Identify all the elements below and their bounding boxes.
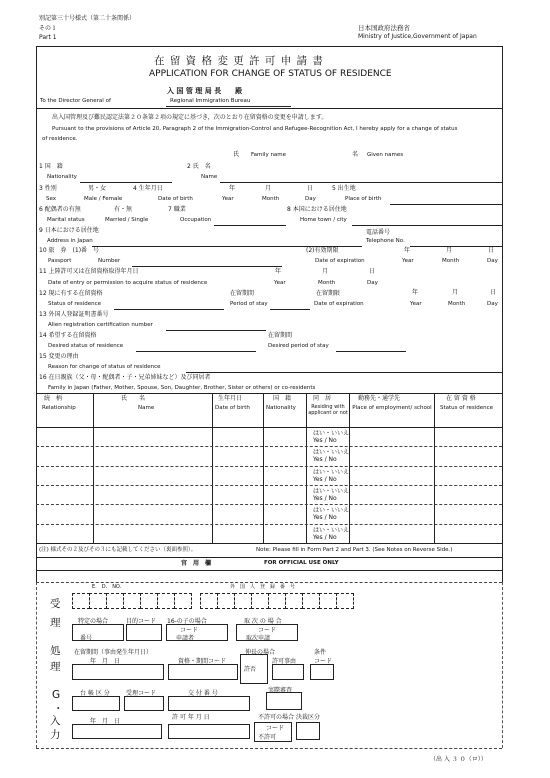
cur-year-en: Year [410,301,422,307]
given-names-jp: 名 [352,151,359,158]
extend-label: 伸長の場合 [245,649,276,656]
f8-label-en: Home town / city [300,217,347,223]
f10-2-label-en: Date of expiration [315,258,365,264]
f14-label-jp: 14 希望する在留資格 [39,332,97,339]
conditions-code-label: コード [314,658,333,665]
agent-case-label: 取 次 の 場 合 [244,618,282,625]
f3-label-en: Sex [46,196,57,202]
dob-day-en: Day [305,196,316,202]
f12-label-jp: 12 現に有する在留資格 [39,290,103,297]
th-status-jp: 在 留 資 格 [446,395,476,402]
residing-options-jp[interactable]: はい・いいえ [313,487,350,495]
denial-code-value: 不許可 [258,734,277,741]
digit-box[interactable] [302,593,320,609]
proc-date-label: 在留期間（事由発生年月日） [74,649,153,656]
applicant-label: 申請者 [176,635,195,642]
f10-label-jp: 10 旅 券 (1)番 号 [39,247,100,254]
family-row-divider [36,446,502,447]
digit-box[interactable] [285,593,303,609]
decision-box[interactable] [296,722,320,740]
th-employment-en: Place of employment/ school [352,405,432,411]
f10-label-en2: Number [98,258,121,264]
digit-box[interactable] [336,593,354,609]
exp-year-en: Year [402,258,414,264]
period-label-en: Period of stay [230,301,268,307]
exp-month-jp: 月 [446,247,453,254]
expiry-label-en: Date of expiration [314,301,364,307]
cur-day-jp: 日 [490,289,497,296]
gi-ymd-label: 年 月 日 [90,718,121,725]
permit-code-label: 許否 [244,666,257,673]
side-label-sho: 処 [50,645,61,657]
residing-options-jp[interactable]: はい・いいえ [313,430,350,437]
side-label-dot: ・ [53,703,64,715]
title-jp: 在 留 資 格 変 更 許 可 申 請 書 [154,55,324,67]
f7-label-jp: 7 職業 [168,206,186,213]
digit-box[interactable] [200,593,218,609]
entry-year-jp: 年 [275,268,282,275]
side-label-ri2: 理 [50,661,61,673]
th-dob-en: Date of birth [215,405,250,411]
permission-box[interactable] [272,664,304,680]
th-relationship-jp: 続 柄 [44,395,63,402]
given-names-en: Given names [367,152,404,158]
desired-status-field[interactable] [136,351,256,352]
to-director: To the Director General of [40,98,111,104]
name-field[interactable] [220,182,502,183]
denial-label: 不許可の場合 [258,714,295,721]
conditions-box[interactable] [310,664,334,680]
note-jp: (注) 様式その２及びその３にも記載してください（裏面参照）。 [39,547,197,553]
f1-label-jp: 1 国 籍 [39,163,63,170]
f15-label-jp: 15 変更の理由 [39,353,79,360]
code-label-1: コード [180,627,199,634]
f5-label-en: Place of birth [345,196,382,202]
ledger-label: 台 帳 区 分 [80,690,110,697]
exp-day-en: Day [487,258,498,264]
f5-label-jp: 5 出生地 [332,185,356,192]
intro-en: Pursuant to the provisions of Article 20, Paragraph 2 of the Immigration-Control and Refugee-Recognition Act, I hereby apply for a change of status [52,126,458,132]
special-case-label: 特定の場合 [78,618,109,625]
part-label: Part 1 [39,34,57,41]
f16-label-jp: 16 在日親族（父・母・配偶者・子・兄弟姉妹など）及び同居者 [39,374,211,381]
f14-period-jp: 在留期間 [268,332,293,339]
cur-year-jp: 年 [412,289,419,296]
entry-month-jp: 月 [322,268,329,275]
entry-day-en: Day [367,280,378,286]
denial-code-label: コード [266,725,285,732]
regional-bureau: Regional Immigration Bureau [170,98,251,104]
f4-label-en: Date of birth [158,196,193,202]
current-status-field[interactable] [114,309,224,310]
receipt-code-label: 受理コード [126,690,157,697]
tel-label-en: Telephone No. [366,238,405,244]
f8-label-jp: 8 本国における居住地 [287,206,347,213]
side-label-ri1: 理 [50,617,61,629]
intro-jp: 出入国管理及び難民認定法第２０条第２項の規定に基づき，次のとおり在留資格の変更を申請します。 [52,114,328,121]
purpose-code-box[interactable] [126,624,162,641]
f6-options-jp[interactable]: 有・無 [114,206,133,213]
th-employment-jp: 勤務先・通学先 [358,395,401,402]
digit-box[interactable] [123,593,141,609]
intro-en2: of residence. [42,136,78,142]
residing-options-en[interactable]: Yes / No [313,494,337,502]
digit-box[interactable] [72,593,90,609]
dob-month-en: Month [262,196,280,202]
family-row-divider [36,485,502,486]
side-label-ryoku: 力 [50,729,61,741]
cur-month-jp: 月 [452,289,459,296]
f7-label-en: Occupation [180,217,212,223]
residing-options-en[interactable]: Yes / No [313,533,337,541]
family-name-en: Family name [251,152,287,158]
residing-options-jp[interactable]: はい・いいえ [313,507,350,515]
entry-month-en: Month [318,280,336,286]
passport-number-field[interactable] [132,266,282,267]
reason-field[interactable] [186,372,502,373]
family-row-divider [36,524,502,525]
residing-options-jp[interactable]: はい・いいえ [313,526,350,534]
official-jp: 官 用 欄 [181,560,212,567]
official-en: FOR OFFICIAL USE ONLY [264,560,339,566]
f9-label-en: Address in Japan [47,238,93,244]
th-residing-jp: 同 居 [313,395,332,402]
residing-options-en[interactable]: Yes / No [313,456,337,464]
occupation-field[interactable] [214,225,286,226]
f14-period-en: Desired period of stay [268,343,329,349]
ledger-box[interactable] [72,696,120,711]
desired-period-field[interactable] [336,351,406,352]
cur-month-en: Month [448,301,466,307]
digit-box[interactable] [157,593,175,609]
residing-options-en[interactable]: Yes / No [313,514,337,522]
entry-year-en: Year [274,280,286,286]
f1-label-en: Nationality [47,174,77,180]
home-town-field[interactable] [352,225,502,226]
family-row-divider [36,466,502,467]
place-of-birth-field[interactable] [390,204,502,205]
tel-label-jp: 電話番号 [366,229,391,236]
side-label-uke: 受 [50,598,61,610]
f13-label-jp: 13 外国人登録証明書番号 [39,311,109,318]
entry-day-jp: 日 [369,268,376,275]
cur-day-en: Day [487,301,498,307]
ed-no-label: E. D. NO. [92,584,122,590]
f2-label-jp: 2 氏 名 [187,163,211,170]
digit-box[interactable] [89,593,107,609]
proc-ymd-label: 年 月 日 [90,658,121,665]
current-period-field[interactable] [270,309,310,310]
th-nationality-jp: 国 籍 [273,395,292,402]
agent-label: 取次申請 [246,635,271,642]
alien-reg-field[interactable] [166,330,266,331]
conditions-label: 条件 [314,649,327,656]
gi-date-box[interactable] [72,724,162,739]
footer-code: （出 入 ３ ０（ロ）） [430,756,487,763]
actual-check-box[interactable] [266,692,302,710]
f4-label-jp: 4 生年月日 [133,185,163,192]
digit-box[interactable] [268,593,286,609]
approval-date-label: 許 可 年 月 日 [172,714,210,721]
issue-no-label: 交 付 番 号 [188,690,218,697]
f13-label-en: Alien registration certification number [48,322,153,328]
residing-options-jp[interactable]: はい・いいえ [313,468,350,476]
status-code-box[interactable] [168,664,238,680]
dob-day-jp: 日 [307,185,314,192]
f15-label-en: Reason for change of status of residence [48,364,161,370]
f10-label-en1: Passport [48,258,72,264]
f6-options-en: Married / Single [105,217,149,223]
side-label-nyu: 入 [50,715,61,727]
family-name-jp: 氏 [233,151,240,158]
sono-label: その１ [39,25,58,32]
exp-day-jp: 日 [488,247,495,254]
ministry-jp: 日本国政府法務省 [358,24,410,32]
th-relationship-en: Relationship [42,405,76,411]
status-code-label: 資格・期間コード [178,658,227,665]
dob-month-jp: 月 [265,185,272,192]
digit-box[interactable] [251,593,269,609]
f6-label-jp: 6 配偶者の有無 [39,206,81,213]
ministry-en: Ministry of Justice,Government of Japan [358,33,477,40]
f12-label-en: Status of residence [48,301,102,307]
receipt-code-box[interactable] [124,696,164,711]
digit-box[interactable] [140,593,158,609]
issue-no-box[interactable] [168,696,250,711]
f3-label-jp: 3 性別 [39,185,57,192]
th-name-en: Name [138,405,155,411]
nationality-field[interactable] [80,182,172,183]
form-id: 別記第三十号様式（第二十条関係） [39,15,136,22]
f11-label-en: Date of entry or permission to acquire status of residence [48,280,208,286]
th-name-jp: 氏 名 [121,395,146,402]
f14-label-en: Desired status of residence [48,343,124,349]
f16-label-en: Family in Japan (Father, Mother, Spouse, Son, Daughter, Brother, Sister or others) or co-residents [48,385,316,391]
digit-box[interactable] [319,593,337,609]
alien-reg-no-label: 外 国 人 登 録 番 号 [230,584,296,590]
th-nationality-en: Nationality [266,405,296,411]
exp-month-en: Month [442,258,460,264]
proc-date-box[interactable] [72,664,164,680]
number-label: 番号 [80,635,93,642]
note-en: Note: Please fill in Form Part 2 and Part 3. (See Notes on Reverse Side.) [256,547,453,553]
th-dob-jp: 生年月日 [218,395,243,402]
permission-label: 許可事由 [272,658,297,665]
f9-label-jp: 9 日本における居住地 [39,227,99,234]
f6-label-en: Marital status [47,217,85,223]
th-status-en: Status of residence [440,405,494,411]
actual-check-label: 実際審査 [268,687,293,694]
dob-year-jp: 年 [229,185,236,192]
decision-label: 決裁区分 [296,714,321,721]
exp-year-jp: 年 [404,247,411,254]
approval-date-box[interactable] [168,724,250,739]
f10-2-label-jp: (2)有効期限 [306,247,339,254]
side-label-g: G [52,689,61,701]
expiry-label-jp: 在留期限 [316,290,341,297]
residing-options-jp[interactable]: はい・いいえ [313,449,350,457]
purpose-code-label: 目的コード [126,618,157,625]
digit-box[interactable] [106,593,124,609]
digit-box[interactable] [217,593,235,609]
f3-options-en: Male / Female [84,196,123,202]
r16-label: 16-の子の場合 [167,618,207,625]
f3-options-jp[interactable]: 男・女 [88,185,107,192]
f11-label-jp: 11 上陸許可又は在留資格取得年月日 [39,268,139,275]
code-label-2: コード [258,627,277,634]
title-en: APPLICATION FOR CHANGE OF STATUS OF RESIDENCE [149,69,392,79]
digit-box[interactable] [174,593,192,609]
period-label-jp: 在留期間 [230,290,255,297]
residing-options-en[interactable]: Yes / No [313,437,337,444]
digit-box[interactable] [234,593,252,609]
family-row-divider [36,504,502,505]
f2-label-en: Name [201,174,218,180]
dob-year-en: Year [222,196,234,202]
bureau-jp: 入 国 管 理 局 長 殿 [167,87,243,95]
th-residing-en: Residing with applicant or not [308,404,348,416]
residing-options-en[interactable]: Yes / No [313,475,337,483]
